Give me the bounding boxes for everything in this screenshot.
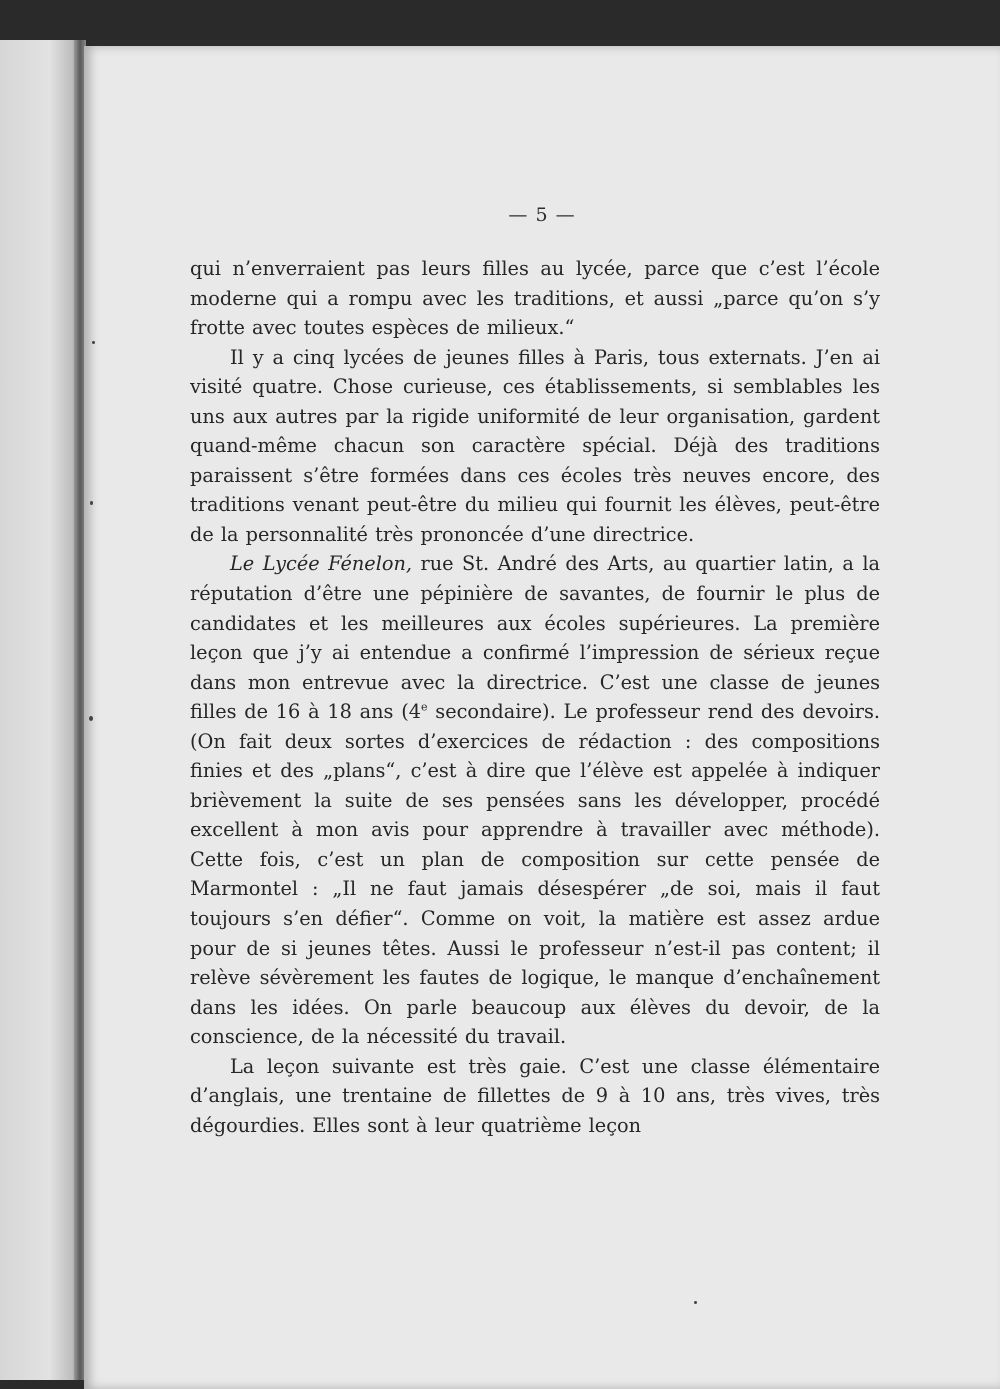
ordinal-superscript: e bbox=[421, 700, 428, 714]
paragraph-3-part-b: secondaire). Le professeur rend des devoirs. (On fait deux sortes d’exercices de rédaction : des compositions finies et des „plans“, c’est à dire que l’élève est appelée à indiquer brièvement la suite de ses pensées sans les développer, procédé excellent à mon avis pour apprendre à travailler avec méthode). Cette fois, c’est un plan de composition sur cette pensée de Marmontel : „Il ne faut jamais désespérer „de soi, mais il faut toujours s’en défier“. Comme on voit, la matière est assez ardue pour de si jeunes têtes. Aussi le professeur n’est-il pas content; il relève sévèrement les fautes de logique, le manque d’enchaînement dans les idées. On parle beaucoup aux élèves du devoir, de la conscience, de la nécessité du travail. bbox=[190, 700, 880, 1049]
paragraph-3-part-a: rue St. André des Arts, au quartier latin, a la réputation d’être une pépinière de savantes, de fournir le plus de candidates et les meilleures aux écoles supérieures. La première leçon que j’y ai entendue a confirmé l’impression de sérieux reçue dans mon entrevue avec la directrice. C’est une classe de jeunes filles de 16 à 18 ans (4 bbox=[190, 552, 880, 724]
paragraph-3 bbox=[190, 549, 880, 1051]
lycee-fenelon-title: Le Lycée Fénelon, bbox=[230, 552, 413, 576]
paragraph-4: La leçon suivante est très gaie. C’est une classe élémentaire d’anglais, une trentaine de fillettes de 9 à 10 ans, très vives, très dégourdies. Elles sont à leur quatrième leçon bbox=[190, 1054, 880, 1137]
paper-speck bbox=[90, 501, 93, 505]
paragraph-1: qui n’enverraient pas leurs filles au lycée, parce que c’est l’école moderne qui a rompu avec les traditions, et aussi „parce qu’on s’y frotte avec toutes espèces de milieux.“ bbox=[190, 257, 880, 340]
previous-page-edge bbox=[0, 40, 82, 1380]
paper-speck bbox=[694, 1301, 697, 1304]
paragraph-2: Il y a cinq lycées de jeunes filles à Paris, tous externats. J’en ai visité quatre. Chose curieuse, ces établissements, si semblables les uns aux autres par la rigide uniformité de leur organisation, gardent quand-même chacun son caractère spécial. Déjà des traditions paraissent s’être formées dans ces écoles très neuves encore, des traditions venant peut-être du milieu qui fournit les élèves, peut-être de la personnalité très prononcée d’une directrice. bbox=[190, 345, 880, 546]
page-number: — 5 — bbox=[508, 204, 576, 226]
book-page bbox=[84, 46, 1000, 1389]
paper-speck bbox=[89, 716, 93, 721]
paper-speck bbox=[92, 341, 95, 344]
body-text bbox=[190, 254, 880, 1140]
